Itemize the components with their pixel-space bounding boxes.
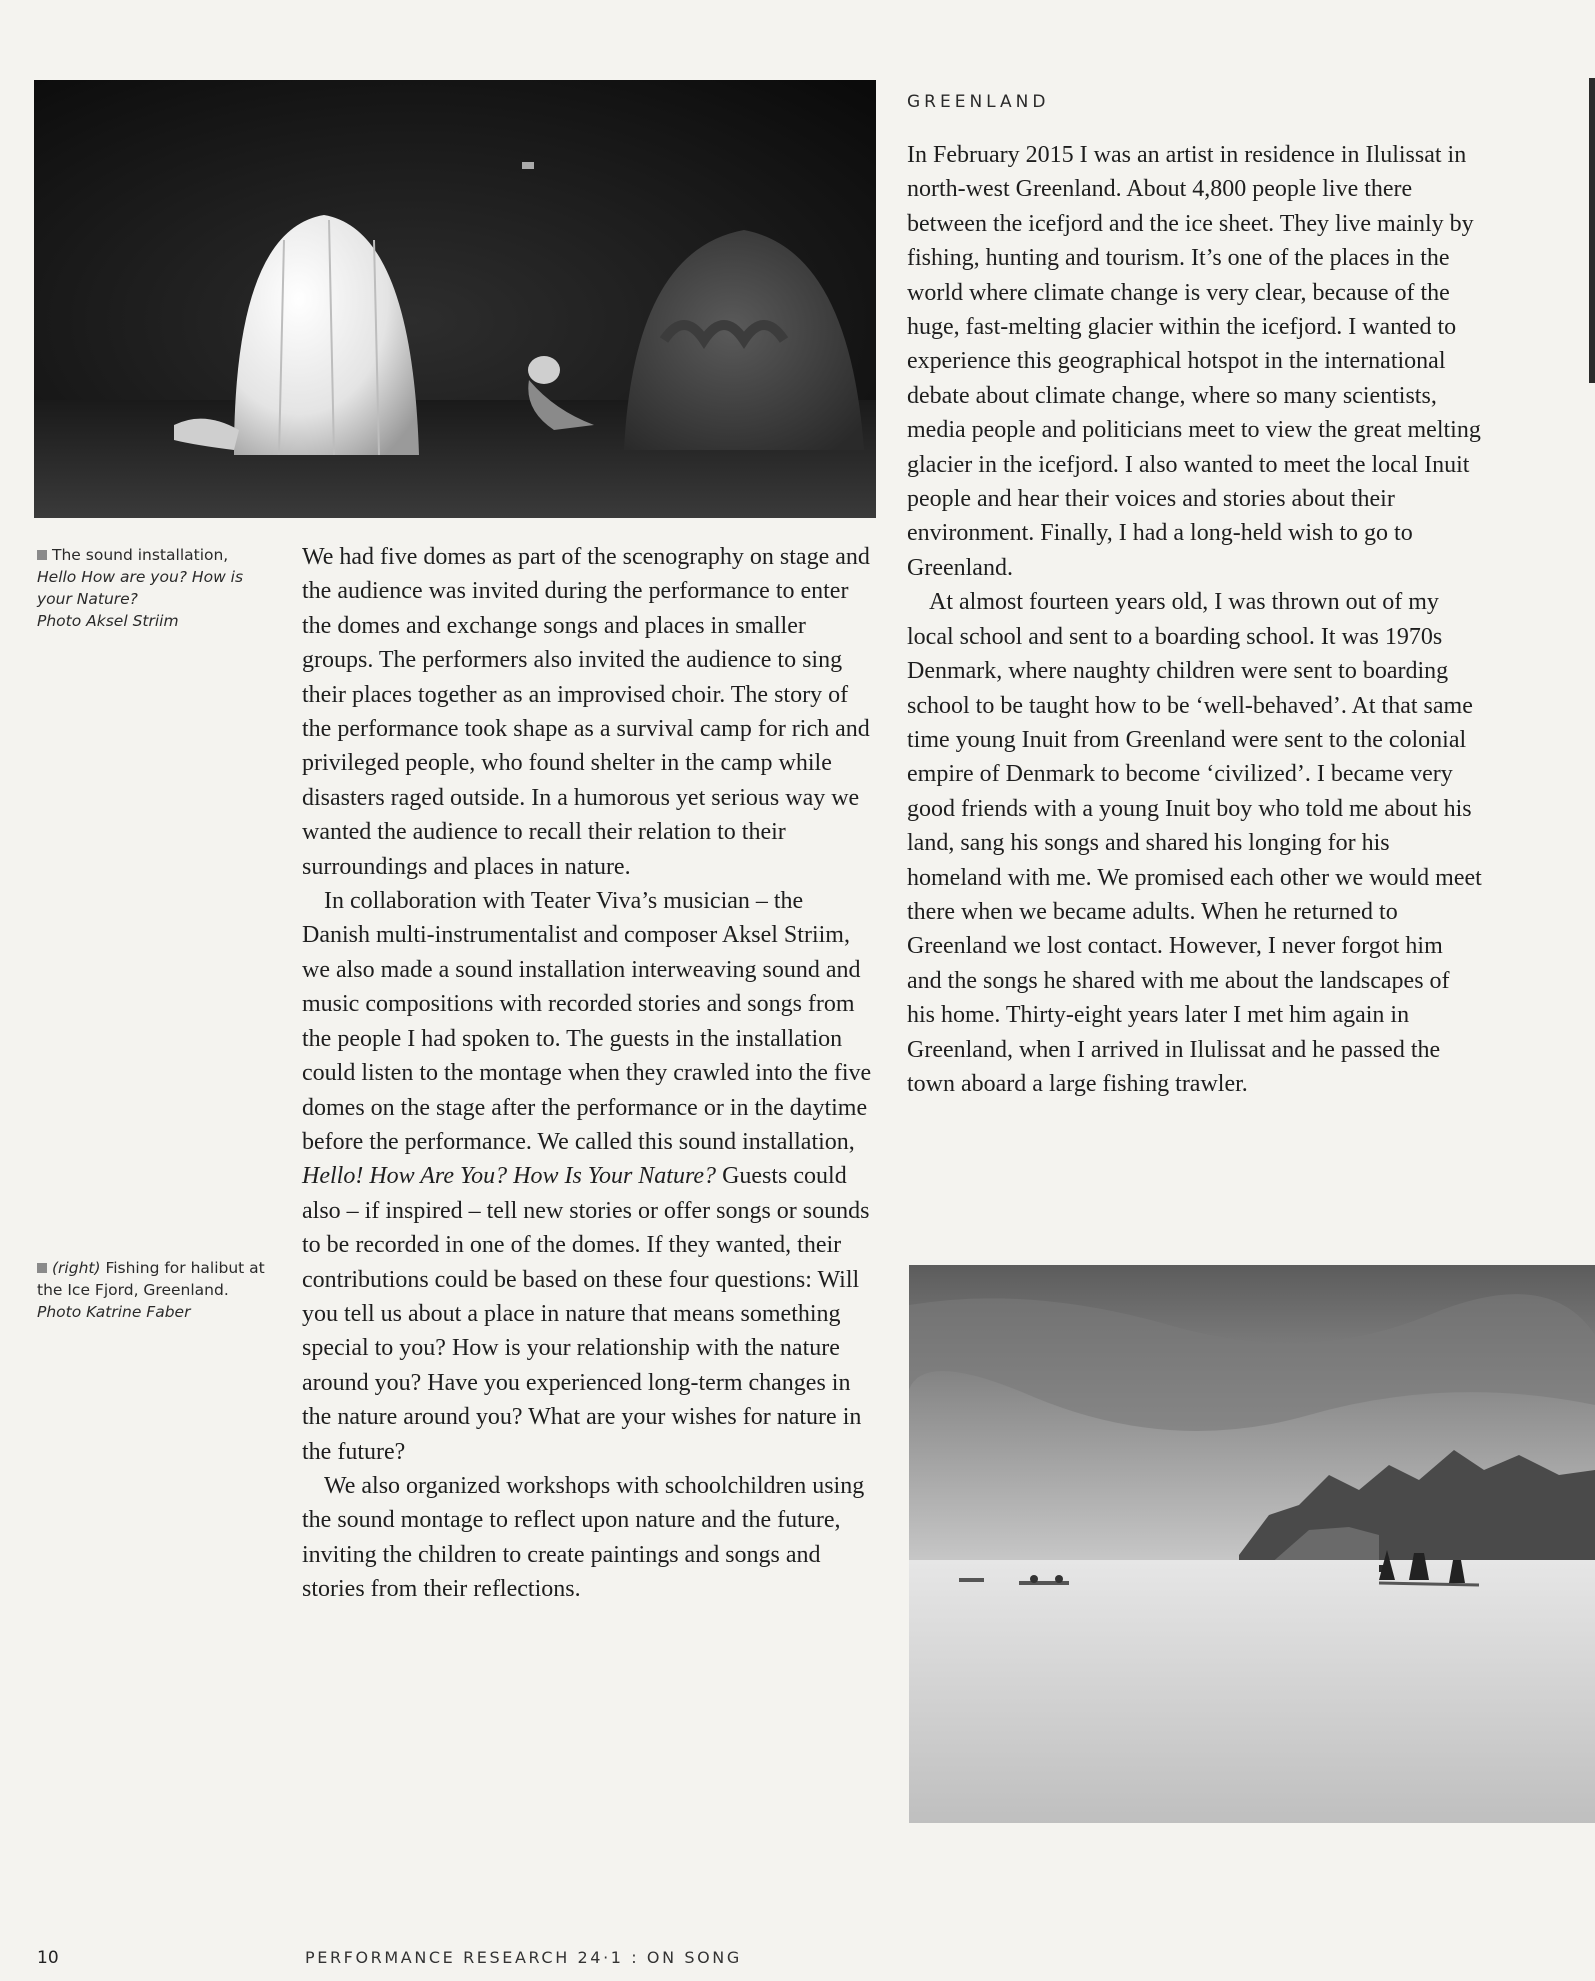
caption-fishing-credit: Photo Katrine Faber: [37, 1303, 191, 1321]
paragraph-text: Guests could also – if inspired – tell new stories or offer songs or sounds to be recorded in one of the domes. If they wanted, their contributions could be based on these four questions: Will you tell us about a place in nature that means something special to you? How is your relationship with the nature around you? Have you experienced long-term changes in the nature around you? What are your wishes for nature in the future?: [302, 1163, 870, 1465]
paragraph: [302, 884, 874, 1469]
running-head: PERFORMANCE RESEARCH 24·1 : ON SONG: [305, 1948, 742, 1967]
section-heading: GREENLAND: [907, 92, 1050, 112]
caption-domes: [37, 544, 247, 632]
paragraph-text: In collaboration with Teater Viva’s musician – the Danish multi-instrumentalist and composer Aksel Striim, we also made a sound installation interweaving sound and music compositions with recorded stories and songs from the people I had spoken to. The guests in the installation could listen to the montage when they crawled into the five domes on the stage after the performance or in the daytime before the performance. We called this sound installation,: [302, 888, 872, 1155]
right-text-column: [907, 138, 1482, 1101]
photo-ice-fjord-graphic: [909, 1265, 1595, 1823]
paragraph: At almost fourteen years old, I was thrown out of my local school and sent to a boarding school. It was 1970s Denmark, where naughty children were sent to boarding school to be taught how to be ‘well-behaved’. At that same time young Inuit from Greenland were sent to the colonial empire of Denmark to become ‘civilized’. I became very good friends with a young Inuit boy who told me about his land, sang his songs and shared his longing for his homeland with me. We promised each other we would meet there when we became adults. When he returned to Greenland we lost contact. However, I never forgot him and the songs he shared with me about the landscapes of his home. Thirty-eight years later I met him again in Greenland, when I arrived in Ilulissat and he passed the town aboard a large fishing trawler.: [907, 589, 1482, 1097]
photo-domes-on-stage: [34, 80, 876, 518]
installation-title: Hello! How Are You? How Is Your Nature?: [302, 1163, 717, 1190]
caption-domes-credit: Photo Aksel Striim: [37, 612, 179, 630]
paragraph: In February 2015 I was an artist in residence in Ilulissat in north-west Greenland. About 4,800 people live there between the icefjord and the ice sheet. They live mainly by fishing, hunting and tourism. It’s one of the places in the world where climate change is very clear, because of the huge, fast-melting glacier within the icefjord. I wanted to experience this geographical hotspot in the international debate about climate change, where so many scientists, media people and politicians meet to view the great melting glacier in the icefjord. I also wanted to meet the local Inuit people and hear their voices and stories about their environment. Finally, I had a long-held wish to go to Greenland.: [907, 142, 1481, 581]
page-number: 10: [37, 1948, 59, 1968]
paragraph: We also organized workshops with schoolchildren using the sound montage to reflect upon nature and the future, inviting the children to create paintings and songs and stories from their reflections.: [302, 1472, 865, 1603]
caption-domes-title: Hello How are you? How is your Nature?: [37, 568, 244, 608]
page-edge-mark: [1589, 78, 1595, 383]
photo-domes-graphic: [34, 80, 876, 518]
caption-square-marker: [37, 550, 47, 560]
caption-domes-text: The sound installation,: [52, 546, 229, 564]
paragraph: We had five domes as part of the scenography on stage and the audience was invited during the performance to enter the domes and exchange songs and places in smaller groups. The performers also invited the audience to sing their places together as an improvised choir. The story of the performance took shape as a survival camp for rich and privileged people, who found shelter in the camp while disasters raged outside. In a humorous yet serious way we wanted the audience to recall their relation to their surroundings and places in nature.: [302, 544, 870, 880]
photo-ice-fjord: [909, 1265, 1595, 1823]
caption-fishing-prefix: (right): [52, 1259, 101, 1277]
caption-fishing-text: Fishing for halibut at the Ice Fjord, Greenland.: [37, 1259, 265, 1299]
caption-square-marker: [37, 1263, 47, 1273]
caption-fishing: [37, 1257, 267, 1323]
left-text-column: [302, 540, 874, 1607]
